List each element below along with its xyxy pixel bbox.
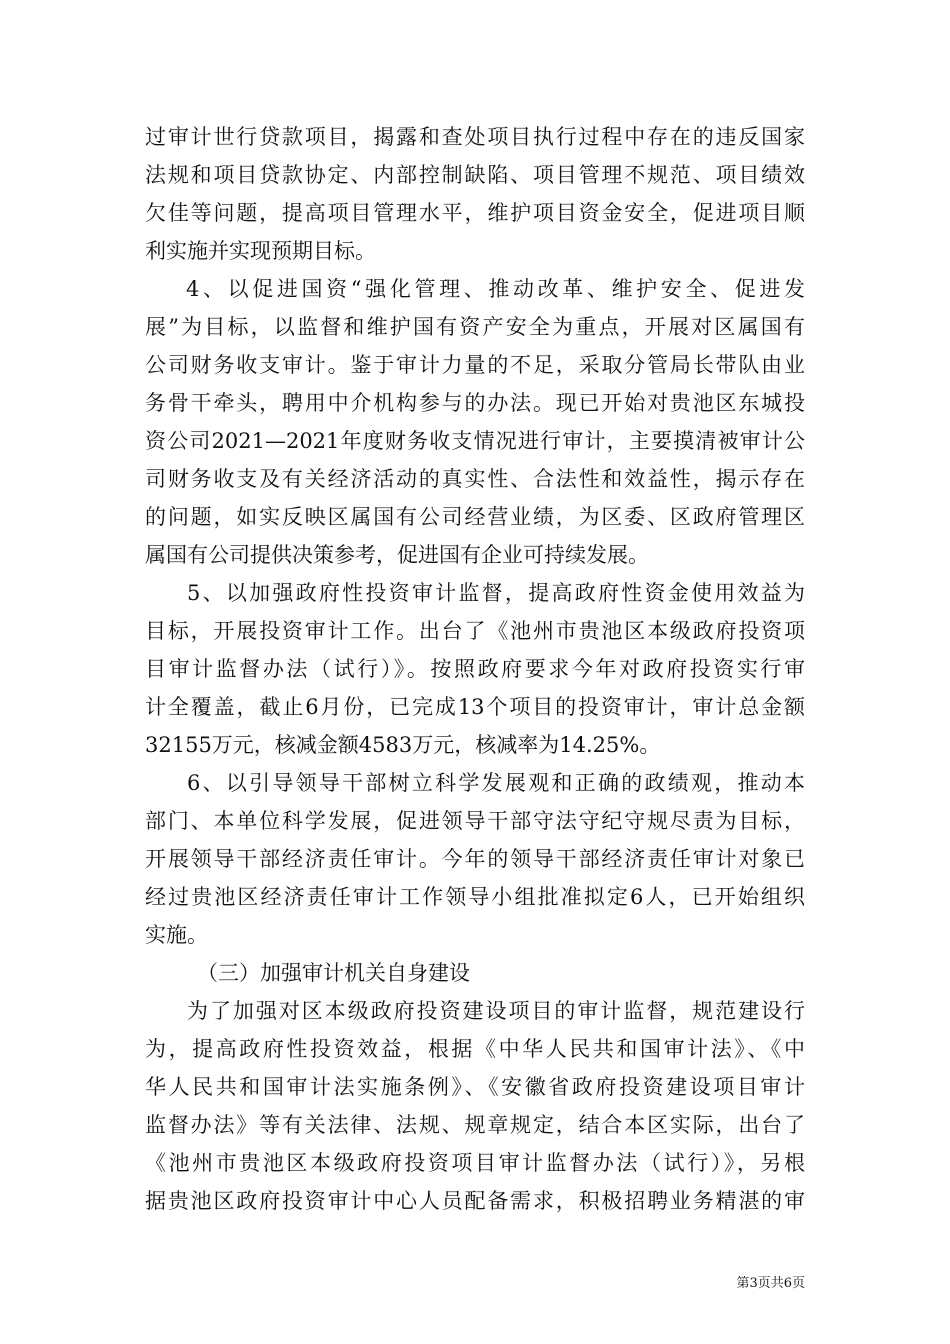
paragraph-2-line-5: 资公司2021—2021年度财务收支情况进行审计，主要摸清被审计公	[145, 429, 805, 453]
paragraph-6-line-3: 华人民共和国审计法实施条例》、《安徽省政府投资建设项目审计	[145, 1075, 805, 1099]
paragraph-6-line-6: 据贵池区政府投资审计中心人员配备需求，积极招聘业务精湛的审	[145, 1189, 805, 1213]
paragraph-4-line-2: 部门、本单位科学发展，促进领导干部守法守纪守规尽责为目标，	[145, 809, 805, 833]
paragraph-2-line-1: 4、以促进国资“强化管理、推动改革、维护安全、促进发	[186, 277, 805, 301]
paragraph-4-line-5: 实施。	[145, 923, 208, 947]
paragraph-3-line-1: 5、以加强政府性投资审计监督，提高政府性资金使用效益为	[187, 581, 805, 605]
paragraph-1-line-1: 过审计世行贷款项目，揭露和查处项目执行过程中存在的违反国家	[145, 125, 805, 149]
paragraph-1-line-2: 法规和项目贷款协定、内部控制缺陷、项目管理不规范、项目绩效	[145, 163, 805, 187]
paragraph-4-line-4: 经过贵池区经济责任审计工作领导小组批准拟定6人，已开始组织	[145, 885, 805, 909]
paragraph-6-line-2: 为，提高政府性投资效益，根据《中华人民共和国审计法》、《中	[145, 1037, 805, 1061]
paragraph-2-line-4: 务骨干牵头，聘用中介机构参与的办法。现已开始对贵池区东城投	[145, 391, 805, 415]
paragraph-6-line-4: 监督办法》等有关法律、法规、规章规定，结合本区实际，出台了	[145, 1113, 805, 1137]
paragraph-2-line-2: 展”为目标，以监督和维护国有资产安全为重点，开展对区属国有	[145, 315, 805, 339]
page-number: 第3页共6页	[736, 1276, 805, 1291]
paragraph-3-line-3: 目审计监督办法（试行）》。按照政府要求今年对政府投资实行审	[145, 657, 805, 681]
paragraph-6-line-5: 《池州市贵池区本级政府投资项目审计监督办法（试行）》，另根	[145, 1151, 805, 1175]
section-heading: （三）加强审计机关自身建设	[197, 961, 470, 985]
paragraph-1-line-4: 利实施并实现预期目标。	[145, 239, 376, 263]
paragraph-2-line-8: 属国有公司提供决策参考，促进国有企业可持续发展。	[145, 543, 649, 567]
paragraph-3-line-4: 计全覆盖，截止6月份，已完成13个项目的投资审计，审计总金额	[145, 695, 805, 719]
paragraph-3-line-5: 32155万元，核减金额4583万元，核减率为14.25%。	[145, 733, 661, 757]
paragraph-4-line-3: 开展领导干部经济责任审计。今年的领导干部经济责任审计对象已	[145, 847, 805, 871]
paragraph-1-line-3: 欠佳等问题，提高项目管理水平，维护项目资金安全，促进项目顺	[145, 201, 805, 225]
paragraph-2-line-6: 司财务收支及有关经济活动的真实性、合法性和效益性，揭示存在	[145, 467, 805, 491]
paragraph-2-line-7: 的问题，如实反映区属国有公司经营业绩，为区委、区政府管理区	[145, 505, 805, 529]
paragraph-6-line-1: 为了加强对区本级政府投资建设项目的审计监督，规范建设行	[187, 999, 805, 1023]
paragraph-4-line-1: 6、以引导领导干部树立科学发展观和正确的政绩观，推动本	[187, 771, 805, 795]
paragraph-3-line-2: 目标，开展投资审计工作。出台了《池州市贵池区本级政府投资项	[145, 619, 805, 643]
paragraph-2-line-3: 公司财务收支审计。鉴于审计力量的不足，采取分管局长带队由业	[145, 353, 805, 377]
